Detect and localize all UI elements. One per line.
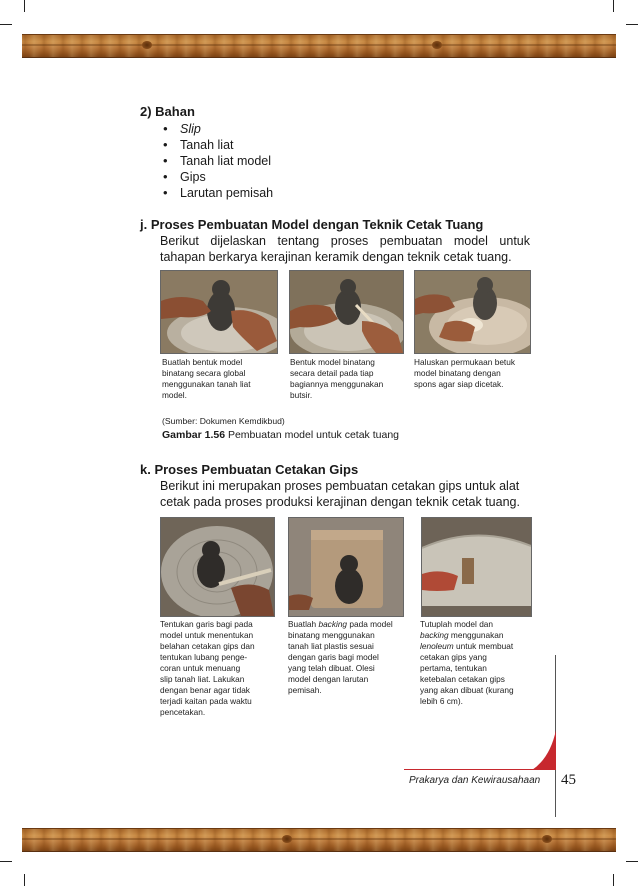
caption-line: ketebalan cetakan gips: [420, 674, 505, 684]
caption-line: tanah liat plastis sesuai: [288, 641, 374, 651]
figure-caption: [162, 429, 399, 441]
caption-line: backing menggunakan: [420, 630, 504, 640]
caption-step-1: [162, 357, 282, 401]
caption-gips-step-2: [288, 619, 414, 696]
caption-line: butsir.: [290, 390, 313, 400]
caption-line: secara detail pada tiap: [290, 368, 374, 378]
footer-red-corner: [532, 730, 558, 770]
figure-source: (Sumber: Dokumen Kemdikbud): [162, 416, 285, 426]
caption-line: menggunakan tanah liat: [162, 379, 251, 389]
caption-line: Tutuplah model dan: [420, 619, 494, 629]
crop-mark: [0, 24, 12, 25]
figure-text: Pembuatan model untuk cetak tuang: [225, 429, 399, 441]
caption-line: spons agar siap dicetak.: [414, 379, 504, 389]
crop-mark: [24, 874, 25, 886]
section-j-heading: j. Proses Pembuatan Model dengan Teknik Cetak Tuang: [140, 217, 484, 232]
caption-line: coran untuk menuang: [160, 663, 241, 673]
section-k-para-line: cetak pada proses produksi kerajinan dengan teknik cetak tuang.: [160, 495, 520, 509]
caption-line: model binatang dengan: [414, 368, 501, 378]
caption-line: slip tanah liat. Lakukan: [160, 674, 245, 684]
caption-line: lebih 6 cm).: [420, 696, 463, 706]
list-item: • Tanah liat: [162, 137, 273, 153]
crop-mark: [0, 861, 12, 862]
section-k-heading: k. Proses Pembuatan Cetakan Gips: [140, 462, 359, 477]
caption-line: lenoleum untuk membuat: [420, 641, 514, 651]
list-item: • Gips: [162, 169, 273, 185]
caption-line: terjadi kaitan pada waktu: [160, 696, 252, 706]
crop-mark: [24, 0, 25, 12]
photo-detailing-model: [289, 270, 404, 354]
list-item: • Slip: [162, 121, 273, 137]
caption-line: dengan benar agar tidak: [160, 685, 250, 695]
footer-wood-border: [22, 828, 616, 852]
caption-line: binatang menggunakan: [288, 630, 375, 640]
crop-mark: [626, 861, 638, 862]
photo-smoothing-model: [414, 270, 531, 354]
figure-label: Gambar 1.56: [162, 429, 226, 441]
crop-mark: [613, 0, 614, 12]
caption-line: dengan garis bagi model: [288, 652, 379, 662]
section-j-para-line: Berikut dijelaskan tentang proses pembuatan model untuk: [160, 234, 530, 248]
caption-line: Buatlah bentuk model: [162, 357, 243, 367]
header-wood-border: [22, 34, 616, 58]
footer-red-rule: [404, 769, 556, 770]
section-k-para-line: Berikut ini merupakan proses pembuatan cetakan gips untuk alat: [160, 479, 520, 493]
caption-gips-step-3: [420, 619, 540, 707]
caption-step-3: [414, 357, 534, 390]
caption-line: pencetakan.: [160, 707, 206, 717]
caption-line: binatang secara global: [162, 368, 246, 378]
crop-mark: [626, 24, 638, 25]
list-item: • Larutan pemisah: [162, 185, 273, 201]
caption-line: Tentukan garis bagi pada: [160, 619, 253, 629]
section-j-para-line: tahapan berkarya kerajinan keramik dengan teknik cetak tuang.: [160, 250, 512, 264]
book-title: Prakarya dan Kewirausahaan: [409, 775, 541, 786]
caption-line: cetakan gips yang: [420, 652, 487, 662]
photo-backing: [288, 517, 404, 617]
photo-shaping-model: [160, 270, 278, 354]
section-2-heading: 2) Bahan: [140, 104, 195, 119]
photo-dividing-line: [160, 517, 275, 617]
caption-line: Haluskan permukaan betuk: [414, 357, 516, 367]
caption-step-2: [290, 357, 410, 401]
caption-line: bagiannya menggunakan: [290, 379, 384, 389]
crop-mark: [613, 874, 614, 886]
caption-line: pertama, tentukan: [420, 663, 487, 673]
photo-linoleum: [421, 517, 532, 617]
caption-line: model dengan larutan: [288, 674, 369, 684]
page-number: 45: [561, 772, 576, 788]
caption-line: pemisah.: [288, 685, 322, 695]
caption-line: tentukan lubang penge-: [160, 652, 248, 662]
caption-line: model untuk menentukan: [160, 630, 254, 640]
list-item: • Tanah liat model: [162, 153, 273, 169]
caption-line: belahan cetakan gips dan: [160, 641, 255, 651]
materials-list: [162, 121, 273, 201]
caption-gips-step-1: [160, 619, 284, 718]
caption-line: yang telah dibuat. Olesi: [288, 663, 375, 673]
caption-line: yang akan dibuat (kurang: [420, 685, 514, 695]
caption-line: Buatlah backing pada model: [288, 619, 393, 629]
caption-line: Bentuk model binatang: [290, 357, 375, 367]
caption-line: model.: [162, 390, 187, 400]
